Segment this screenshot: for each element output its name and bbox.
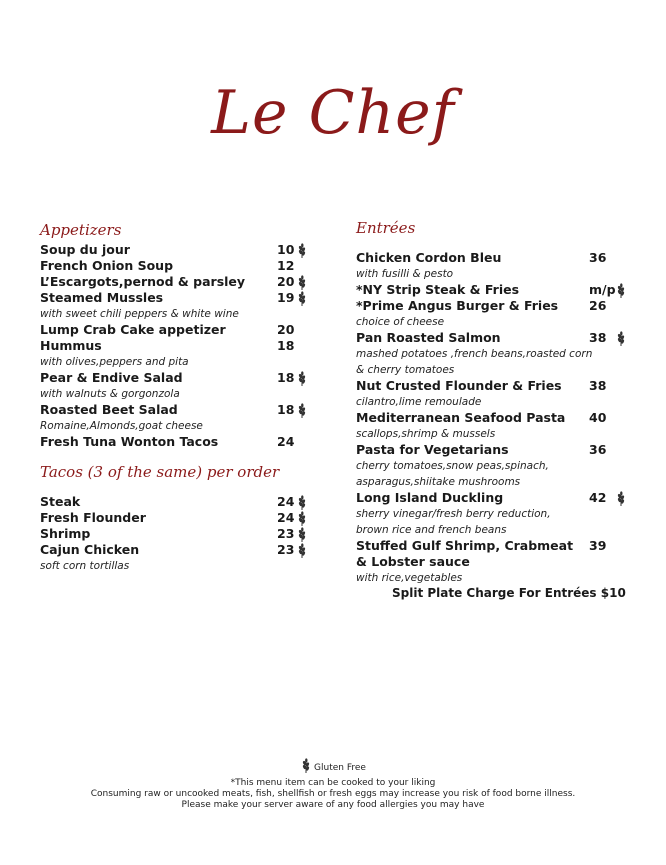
menu-item-price: 24 — [277, 434, 295, 449]
menu-item-price: 40 — [589, 410, 607, 425]
tacos-list — [40, 494, 330, 574]
menu-item-name: *NY Strip Steak & Fries — [356, 282, 520, 297]
menu-item-price: 20 — [277, 322, 295, 337]
menu-item — [40, 526, 330, 542]
menu-item — [356, 442, 656, 458]
menu-item-name: *Prime Angus Burger & Fries — [356, 298, 559, 313]
menu-item-description: choice of cheese — [356, 316, 445, 328]
menu-item-price: 19 — [277, 290, 295, 305]
menu-item-name-continued: & Lobster sauce — [356, 554, 470, 569]
menu-item-name: Chicken Cordon Bleu — [356, 250, 502, 265]
menu-item-description: with rice,vegetables — [356, 572, 463, 584]
menu-item — [40, 338, 330, 354]
menu-item-description: cilantro,lime remoulade — [356, 396, 482, 408]
menu-item-description: cherry tomatoes,snow peas,spinach, — [356, 460, 549, 472]
menu-item — [40, 258, 330, 274]
menu-item — [40, 290, 330, 306]
menu-item-price: 42 — [589, 490, 607, 505]
menu-item — [40, 242, 330, 258]
menu-item-price: 18 — [277, 402, 295, 417]
wheat-icon — [296, 543, 308, 557]
menu-item-price: 36 — [589, 250, 607, 265]
menu-item — [40, 274, 330, 290]
menu-item — [356, 410, 656, 426]
menu-item — [356, 538, 656, 554]
restaurant-title: Le Chef — [211, 78, 455, 148]
menu-item-name: Steak — [40, 494, 81, 509]
menu-item-description: brown rice and french beans — [356, 524, 507, 536]
menu-item-price: 18 — [277, 370, 295, 385]
menu-item — [356, 330, 656, 346]
left-column — [40, 218, 330, 574]
wheat-icon — [296, 495, 308, 509]
wheat-icon — [296, 403, 308, 417]
wheat-icon — [296, 511, 308, 525]
wheat-icon — [615, 283, 627, 297]
menu-item-price: 26 — [589, 298, 607, 313]
menu-item — [40, 434, 330, 450]
menu-item-description: soft corn tortillas — [40, 560, 130, 572]
wheat-icon — [296, 275, 308, 289]
menu-item-name: Long Island Duckling — [356, 490, 504, 505]
menu-item-name: Mediterranean Seafood Pasta — [356, 410, 566, 425]
menu-item-name: Hummus — [40, 338, 102, 353]
menu-item-price: 24 — [277, 510, 295, 525]
entrees-list — [356, 250, 656, 586]
menu-item-name: Soup du jour — [40, 242, 130, 257]
wheat-icon — [296, 243, 308, 257]
split-plate-charge: Split Plate Charge For Entrées $10 — [392, 586, 626, 600]
menu-item-description: Romaine,Almonds,goat cheese — [40, 420, 203, 432]
entrees-heading: Entrées — [356, 219, 416, 237]
menu-item-description: & cherry tomatoes — [356, 364, 455, 376]
menu-item-name: Nut Crusted Flounder & Fries — [356, 378, 562, 393]
menu-item-price: 10 — [277, 242, 295, 257]
menu-item-price: 36 — [589, 442, 607, 457]
menu-item-name: L’Escargots,pernod & parsley — [40, 274, 246, 289]
menu-item-description: with fusilli & pesto — [356, 268, 454, 280]
menu-item-name: Pear & Endive Salad — [40, 370, 183, 385]
right-column — [356, 216, 656, 586]
menu-item-description: with olives,peppers and pita — [40, 356, 189, 368]
menu-item-name: Pan Roasted Salmon — [356, 330, 501, 345]
menu-item — [356, 378, 656, 394]
menu-item-price: 23 — [277, 526, 295, 541]
footer-line-3: Please make your server aware of any food allergies you may have — [181, 800, 485, 810]
menu-item-name: Roasted Beet Salad — [40, 402, 178, 417]
menu-item-price: 18 — [277, 338, 295, 353]
appetizers-heading: Appetizers — [40, 221, 122, 239]
menu-item-price: 12 — [277, 258, 295, 273]
menu-item — [356, 490, 656, 506]
menu-item-name: Pasta for Vegetarians — [356, 442, 509, 457]
menu-item-name: Cajun Chicken — [40, 542, 140, 557]
footer-line-2: Consuming raw or uncooked meats, fish, shellfish or fresh eggs may increase you risk of food borne illness. — [90, 789, 576, 799]
menu-item — [40, 370, 330, 386]
menu-footer — [0, 758, 666, 811]
wheat-icon — [615, 331, 627, 345]
wheat-icon — [615, 491, 627, 505]
menu-item — [356, 298, 656, 314]
menu-item-price: 39 — [589, 538, 607, 553]
menu-item — [40, 322, 330, 338]
menu-item-price: 23 — [277, 542, 295, 557]
menu-item-description: mashed potatoes ,french beans,roasted corn — [356, 348, 593, 360]
menu-item — [356, 250, 656, 266]
menu-item-price: 20 — [277, 274, 295, 289]
menu-item — [40, 494, 330, 510]
menu-item-name: French Onion Soup — [40, 258, 174, 273]
gluten-free-label: Gluten Free — [314, 763, 366, 773]
menu-item-price: 24 — [277, 494, 295, 509]
wheat-icon — [296, 371, 308, 385]
wheat-icon — [296, 291, 308, 305]
menu-item-description: with walnuts & gorgonzola — [40, 388, 180, 400]
wheat-icon — [300, 758, 312, 774]
footer-line-1: *This menu item can be cooked to your liking — [230, 778, 436, 788]
tacos-heading: Tacos (3 of the same) per order — [40, 463, 280, 481]
menu-item — [40, 542, 330, 558]
menu-item — [356, 282, 656, 298]
menu-item-price: m/p — [589, 282, 616, 297]
menu-item-name: Lump Crab Cake appetizer — [40, 322, 226, 337]
wheat-icon — [296, 527, 308, 541]
menu-item-description: sherry vinegar/fresh berry reduction, — [356, 508, 551, 520]
menu-item-name: Fresh Flounder — [40, 510, 146, 525]
menu-item-description: scallops,shrimp & mussels — [356, 428, 496, 440]
menu-item — [40, 402, 330, 418]
menu-item-price: 38 — [589, 330, 607, 345]
menu-item-name: Shrimp — [40, 526, 91, 541]
menu-item-description: asparagus,shiitake mushrooms — [356, 476, 521, 488]
appetizers-list — [40, 242, 330, 450]
menu-item-description: with sweet chili peppers & white wine — [40, 308, 239, 320]
menu-item-name: Steamed Mussles — [40, 290, 164, 305]
gluten-free-legend — [300, 758, 366, 774]
menu-item-price: 38 — [589, 378, 607, 393]
menu-item-name: Fresh Tuna Wonton Tacos — [40, 434, 219, 449]
menu-item-name: Stuffed Gulf Shrimp, Crabmeat — [356, 538, 574, 553]
menu-item — [40, 510, 330, 526]
